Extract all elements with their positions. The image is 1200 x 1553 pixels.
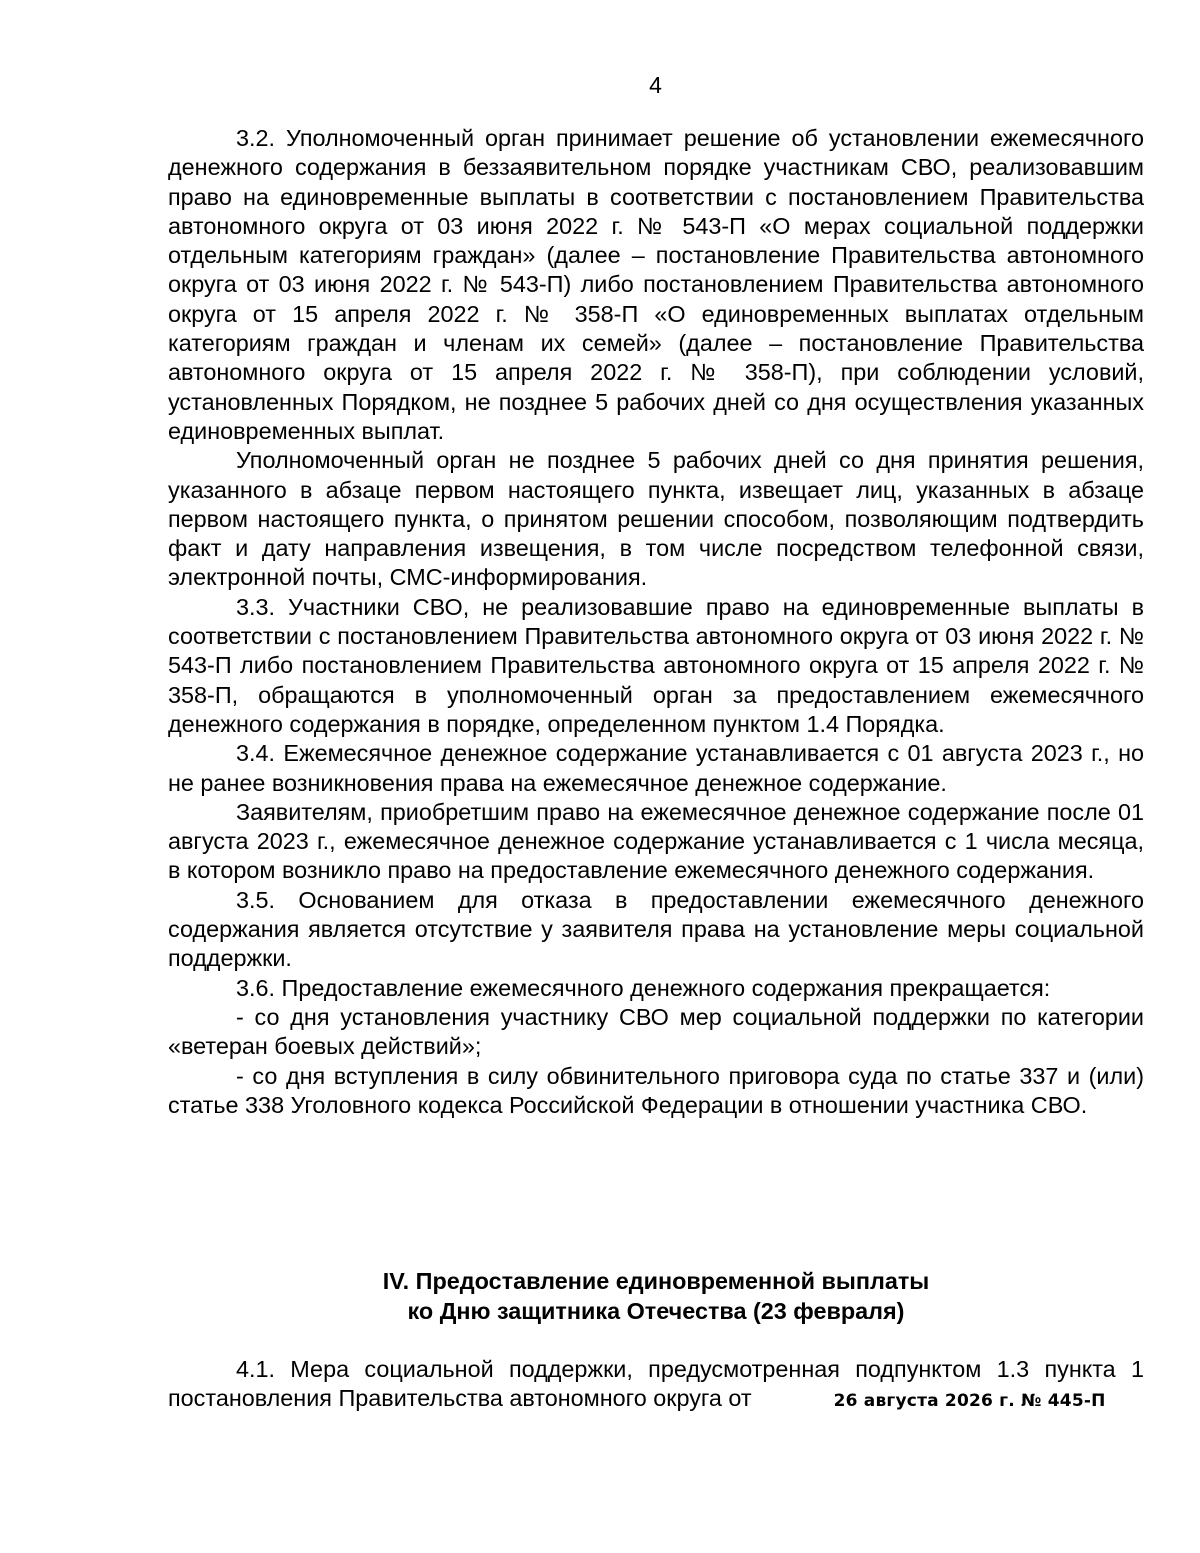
paragraph-3-6-item-2: - со дня вступления в силу обвинительного приговора суда по статье 337 и (или) статье 338 Уголовного кодекса Российской Федерации в отношении участника СВО. xyxy=(168,1062,1144,1118)
section-4-heading-line-2: ко Дню защитника Отечества (23 февраля) xyxy=(407,1298,905,1324)
section-4-heading-line-1: IV. Предоставление единовременной выплаты xyxy=(382,1268,930,1294)
paragraph-4-1-text: 4.1. Мера социальной поддержки, предусмотренная подпунктом 1.3 пункта 1 постановления Правительства автономного округа от xyxy=(168,1356,1144,1412)
paragraph-3-2: 3.2. Уполномоченный орган принимает решение об установлении ежемесячного денежного содержания в беззаявительном порядке участникам СВО, реализовавшим право на единовременные выплаты в соответствии с постановлением Правительства автономного округа от 03 июня 2022 г. № 543-П «О мерах социальной поддержки отдельным категориям граждан» (далее – постановление Правительства автономного округа от 03 июня 2022 г. № 543-П) либо постановлением Правительства автономного округа от 15 апреля 2022 г. № 358-П «О единовременных выплатах отдельным категориям граждан и членам их семей» (далее – постановление Правительства автономного округа от 15 апреля 2022 г. № 358-П), при соблюдении условий, установленных Порядком, не позднее 5 рабочих дней со дня осуществления указанных единовременных выплат. xyxy=(168,125,1144,444)
paragraph-3-5: 3.5. Основанием для отказа в предоставлении ежемесячного денежного содержания является отсутствие у заявителя права на установление меры социальной поддержки. xyxy=(168,886,1144,972)
paragraph-3-4-applicants: Заявителям, приобретшим право на ежемесячное денежное содержание после 01 августа 2023 г., ежемесячное денежное содержание устанавливается с 1 числа месяца, в котором возникло право на предоставление ежемесячного денежного содержания. xyxy=(168,798,1144,884)
section-3-body xyxy=(168,124,1144,1120)
section-4-body xyxy=(168,1355,1144,1417)
section-4-heading xyxy=(168,1266,1144,1326)
paragraph-3-4: 3.4. Ежемесячное денежное содержание устанавливается с 01 августа 2023 г., но не ранее возникновения права на ежемесячное денежное содержание. xyxy=(168,740,1144,796)
page-number: 4 xyxy=(649,72,662,98)
paragraph-3-2-notice: Уполномоченный орган не позднее 5 рабочих дней со дня принятия решения, указанного в абзаце первом настоящего пункта, извещает лиц, указанных в абзаце первом настоящего пункта, о принятом решении способом, позволяющим подтвердить факт и дату направления извещения, в том числе посредством телефонной связи, электронной почты, СМС-информирования. xyxy=(168,447,1144,591)
paragraph-4-1 xyxy=(168,1355,1144,1417)
paragraph-3-6-item-1: - со дня установления участнику СВО мер социальной поддержки по категории «ветеран боевых действий»; xyxy=(168,1003,1144,1060)
paragraph-3-3: 3.3. Участники СВО, не реализовавшие право на единовременные выплаты в соответствии с постановлением Правительства автономного округа от 03 июня 2022 г. № 543-П либо постановлением Правительства автономного округа от 15 апреля 2022 г. № 358-П, обращаются в уполномоченный орган за предоставлением ежемесячного денежного содержания в порядке, определенном пунктом 1.4 Порядка. xyxy=(168,593,1144,737)
paragraph-3-6: 3.6. Предоставление ежемесячного денежного содержания прекращается: xyxy=(236,974,1051,1001)
date-number-stamp: 26 августа 2026 г. № 445-П xyxy=(833,1391,1106,1412)
